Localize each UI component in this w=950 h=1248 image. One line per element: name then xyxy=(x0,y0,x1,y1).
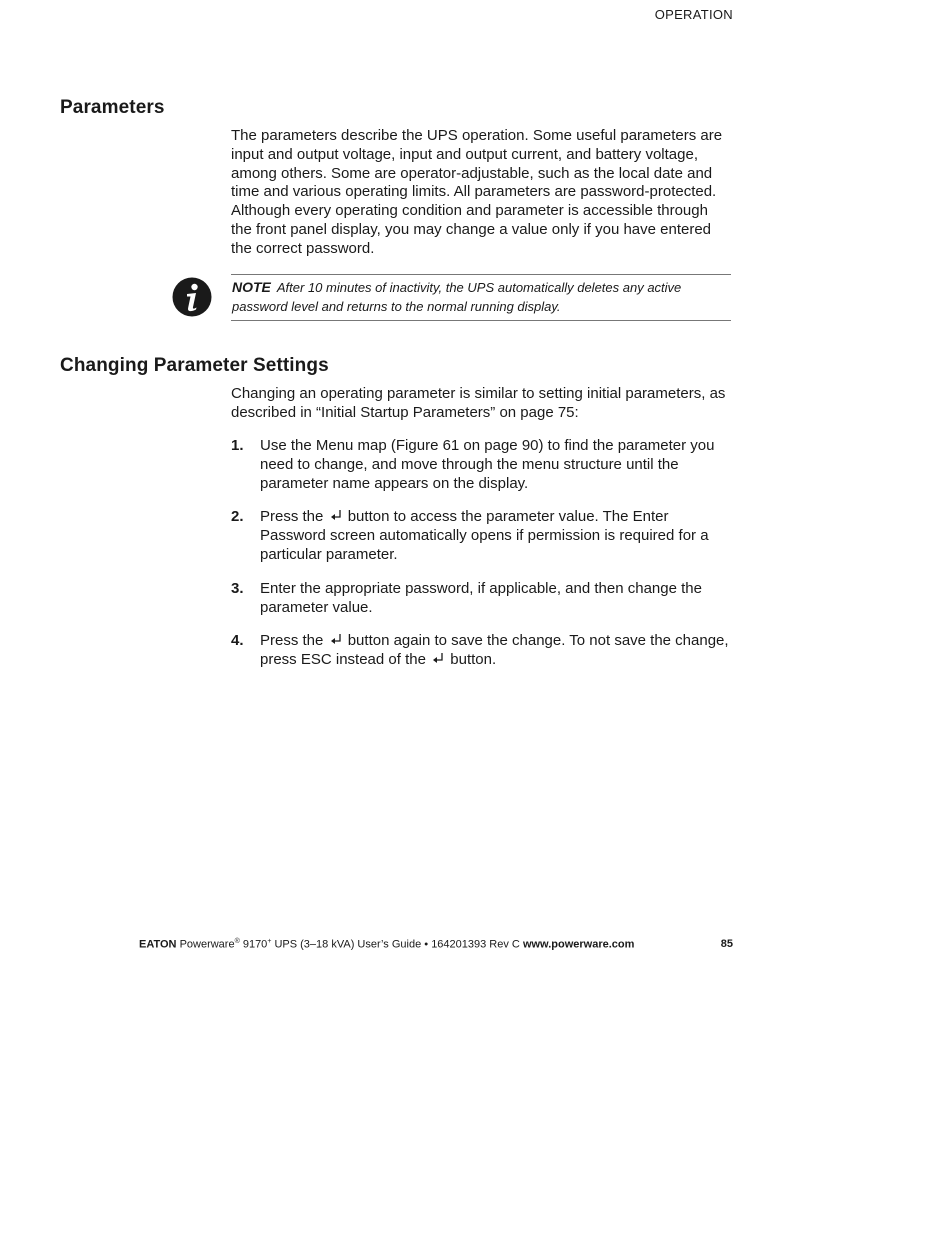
note-box xyxy=(231,274,731,321)
enter-key-icon xyxy=(330,633,342,646)
section-title-parameters: Parameters xyxy=(60,97,165,118)
step-number: 1. xyxy=(231,437,244,454)
step-text: Enter the appropriate password, if applicable, and then change the parameter value. xyxy=(260,579,702,616)
page-footer xyxy=(139,938,733,951)
footer-registered-mark: ® xyxy=(234,938,240,945)
step-number: 4. xyxy=(231,632,244,650)
list-item xyxy=(231,580,731,618)
steps-list xyxy=(231,437,731,685)
step-text-pre: Press the xyxy=(260,632,324,650)
section-title-changing-parameter-settings: Changing Parameter Settings xyxy=(60,355,329,376)
step-number: 3. xyxy=(231,579,244,597)
footer-product: Powerware xyxy=(179,938,235,951)
footer-model: 9170 xyxy=(242,938,268,951)
footer-url[interactable]: www.powerware.com xyxy=(522,938,635,951)
running-header: OPERATION xyxy=(654,7,733,22)
list-item xyxy=(231,632,731,670)
step-number: 2. xyxy=(231,508,244,526)
enter-key-icon xyxy=(432,652,444,665)
note-label: NOTE xyxy=(232,279,271,295)
enter-key-icon xyxy=(330,509,342,522)
footer-docnum: 164201393 Rev C xyxy=(431,938,520,951)
footer-brand: EATON xyxy=(139,938,177,951)
step-text-post: button to access the parameter value. The Enter Password screen automatically opens if permission is required for a particular parameter. xyxy=(260,508,709,563)
page-number: 85 xyxy=(720,938,733,950)
step-text-post: button. xyxy=(450,651,497,669)
step-text-mid: button again to save the change. To not save the change, press ESC instead of the xyxy=(260,632,729,669)
changing-intro: Changing an operating parameter is similar to setting initial parameters, as described in “Initial Startup Parameters” on page 75: xyxy=(231,385,726,421)
parameters-paragraph: The parameters describe the UPS operation. Some useful parameters are input and output voltage, input and output current, and battery voltage, among others. Some are operator-adjustable, such as the local date and time and various operating limits. All parameters are password-protected. Although every operating condition and parameter is accessible through the front panel display, you may change a value only if you have entered the correct password. xyxy=(231,127,723,257)
footer-bullet: • xyxy=(424,938,429,951)
info-icon xyxy=(172,277,212,317)
note-text: After 10 minutes of inactivity, the UPS automatically deletes any active password level and returns to the normal running display. xyxy=(232,280,682,314)
list-item xyxy=(231,437,731,493)
step-text: Use the Menu map (Figure 61 on page 90) to find the parameter you need to change, and move through the menu structure until the parameter name appears on the display. xyxy=(260,437,715,492)
step-text-pre: Press the xyxy=(260,508,324,526)
footer-model-sup: + xyxy=(267,938,272,945)
footer-guide: UPS (3–18 kVA) User’s Guide xyxy=(274,938,422,951)
list-item xyxy=(231,508,731,564)
